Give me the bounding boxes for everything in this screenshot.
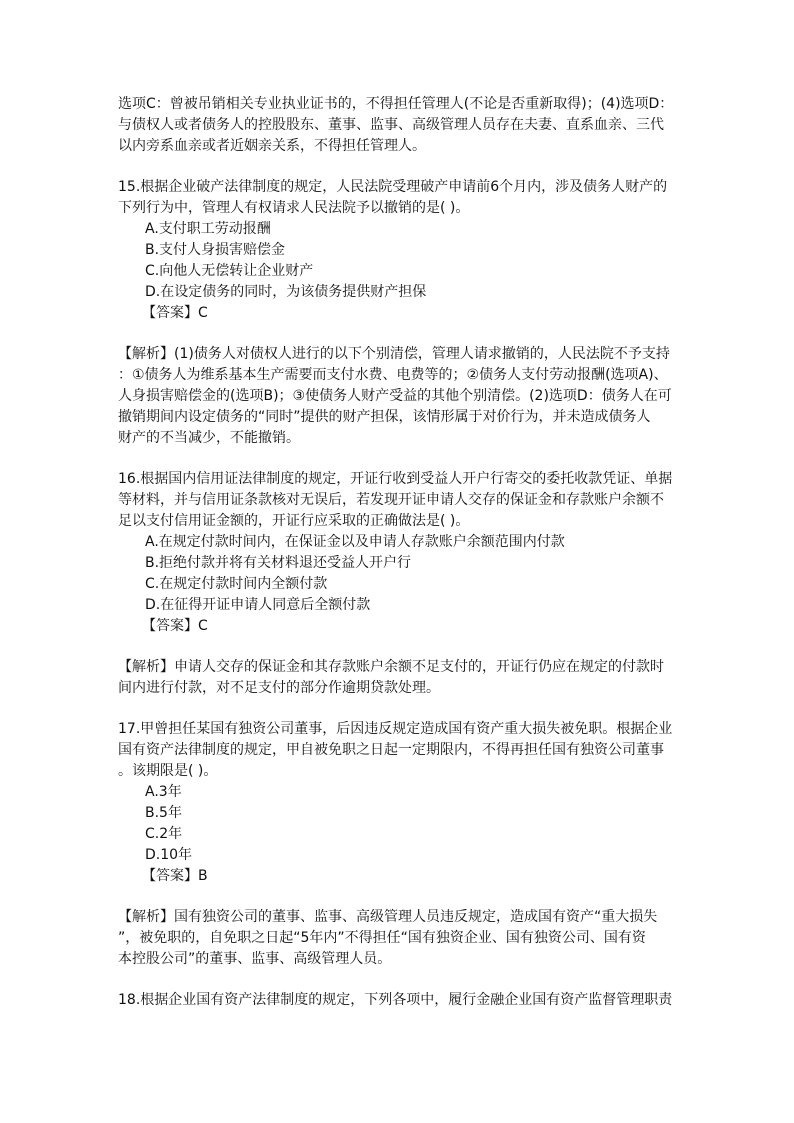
analysis-line: ”，被免职的，自免职之日起“5年内”不得担任“国有独资企业、国有独资公司、国有资 <box>118 930 646 946</box>
option-c: C.在规定付款时间内全额付款 <box>145 576 328 592</box>
option-c: C.向他人无偿转让企业财产 <box>145 263 314 279</box>
question-stem: 17.甲曾担任某国有独资公司董事，后因违反规定造成国有资产重大损失被免职。根据企业 <box>118 721 673 737</box>
question-stem: 18.根据企业国有资产法律制度的规定，下列各项中，履行金融企业国有资产监督管理职责 <box>118 992 673 1008</box>
question-stem: 15.根据企业破产法律制度的规定，人民法院受理破产申请前6个月内，涉及债务人财产的 <box>118 179 668 195</box>
analysis-line: 【解析】国有独资公司的董事、监事、高级管理人员违反规定，造成国有资产“重大损失 <box>118 909 658 925</box>
question-16 <box>118 469 683 699</box>
analysis-line: 间内进行付款，对不足支付的部分作逾期贷款处理。 <box>118 680 440 696</box>
analysis-line: 【解析】(1)债务人对债权人进行的以下个别清偿，管理人请求撤销的，人民法院不予支持 <box>118 346 670 362</box>
document-page <box>118 94 683 1011</box>
analysis-line: 财产的不当减少，不能撤销。 <box>118 430 300 446</box>
question-17 <box>118 719 683 970</box>
option-a: A.3年 <box>145 784 182 800</box>
question-stem: 16.根据国内信用证法律制度的规定，开证行收到受益人开户行寄交的委托收款凭证、单据 <box>118 471 673 487</box>
analysis-line: 撤销期间内设定债务的“同时”提供的财产担保，该情形属于对价行为，并未造成债务人 <box>118 409 651 425</box>
text-line: 与债权人或者债务人的控股股东、董事、监事、高级管理人员存在夫妻、直系血亲、三代 <box>118 117 664 133</box>
answer: 【答案】C <box>142 618 208 634</box>
analysis-line: 【解析】申请人交存的保证金和其存款账户余额不足支付的，开证行仍应在规定的付款时 <box>118 659 664 675</box>
answer: 【答案】B <box>142 868 208 884</box>
intro-paragraph <box>118 94 683 157</box>
option-d: D.10年 <box>145 847 193 863</box>
question-stem: 国有资产法律制度的规定，甲自被免职之日起一定期限内，不得再担任国有独资公司董事 <box>118 742 664 758</box>
option-a: A.支付职工劳动报酬 <box>145 221 271 237</box>
question-stem: 下列行为中，管理人有权请求人民法院予以撤销的是( )。 <box>118 200 470 216</box>
analysis-line: ：①债务人为维系基本生产需要而支付水费、电费等的；②债务人支付劳动报酬(选项A)、 <box>118 367 668 383</box>
option-d: D.在设定债务的同时，为该债务提供财产担保 <box>145 284 427 300</box>
analysis-line: 人身损害赔偿金的(选项B)；③使债务人财产受益的其他个别清偿。(2)选项D：债务人在可 <box>118 388 672 404</box>
question-stem: 。该期限是( )。 <box>118 763 218 779</box>
option-b: B.支付人身损害赔偿金 <box>145 242 286 258</box>
text-line: 选项C：曾被吊销相关专业执业证书的，不得担任管理人(不论是否重新取得)；(4)选项D： <box>118 96 674 112</box>
analysis-line: 本控股公司”的董事、监事、高级管理人员。 <box>118 951 392 967</box>
question-18 <box>118 990 683 1011</box>
option-a: A.在规定付款时间内，在保证金以及申请人存款账户余额范围内付款 <box>145 534 565 550</box>
option-c: C.2年 <box>145 826 183 842</box>
question-stem: 等材料，并与信用证条款核对无误后，若发现开证申请人交存的保证金和存款账户余额不 <box>118 492 664 508</box>
answer: 【答案】C <box>142 305 208 321</box>
option-d: D.在征得开证申请人同意后全额付款 <box>145 597 371 613</box>
text-line: 以内旁系血亲或者近姻亲关系，不得担任管理人。 <box>118 138 426 154</box>
question-15 <box>118 177 683 449</box>
option-b: B.5年 <box>145 805 182 821</box>
question-stem: 足以支付信用证金额的，开证行应采取的正确做法是( )。 <box>118 513 470 529</box>
option-b: B.拒绝付款并将有关材料退还受益人开户行 <box>145 555 412 571</box>
